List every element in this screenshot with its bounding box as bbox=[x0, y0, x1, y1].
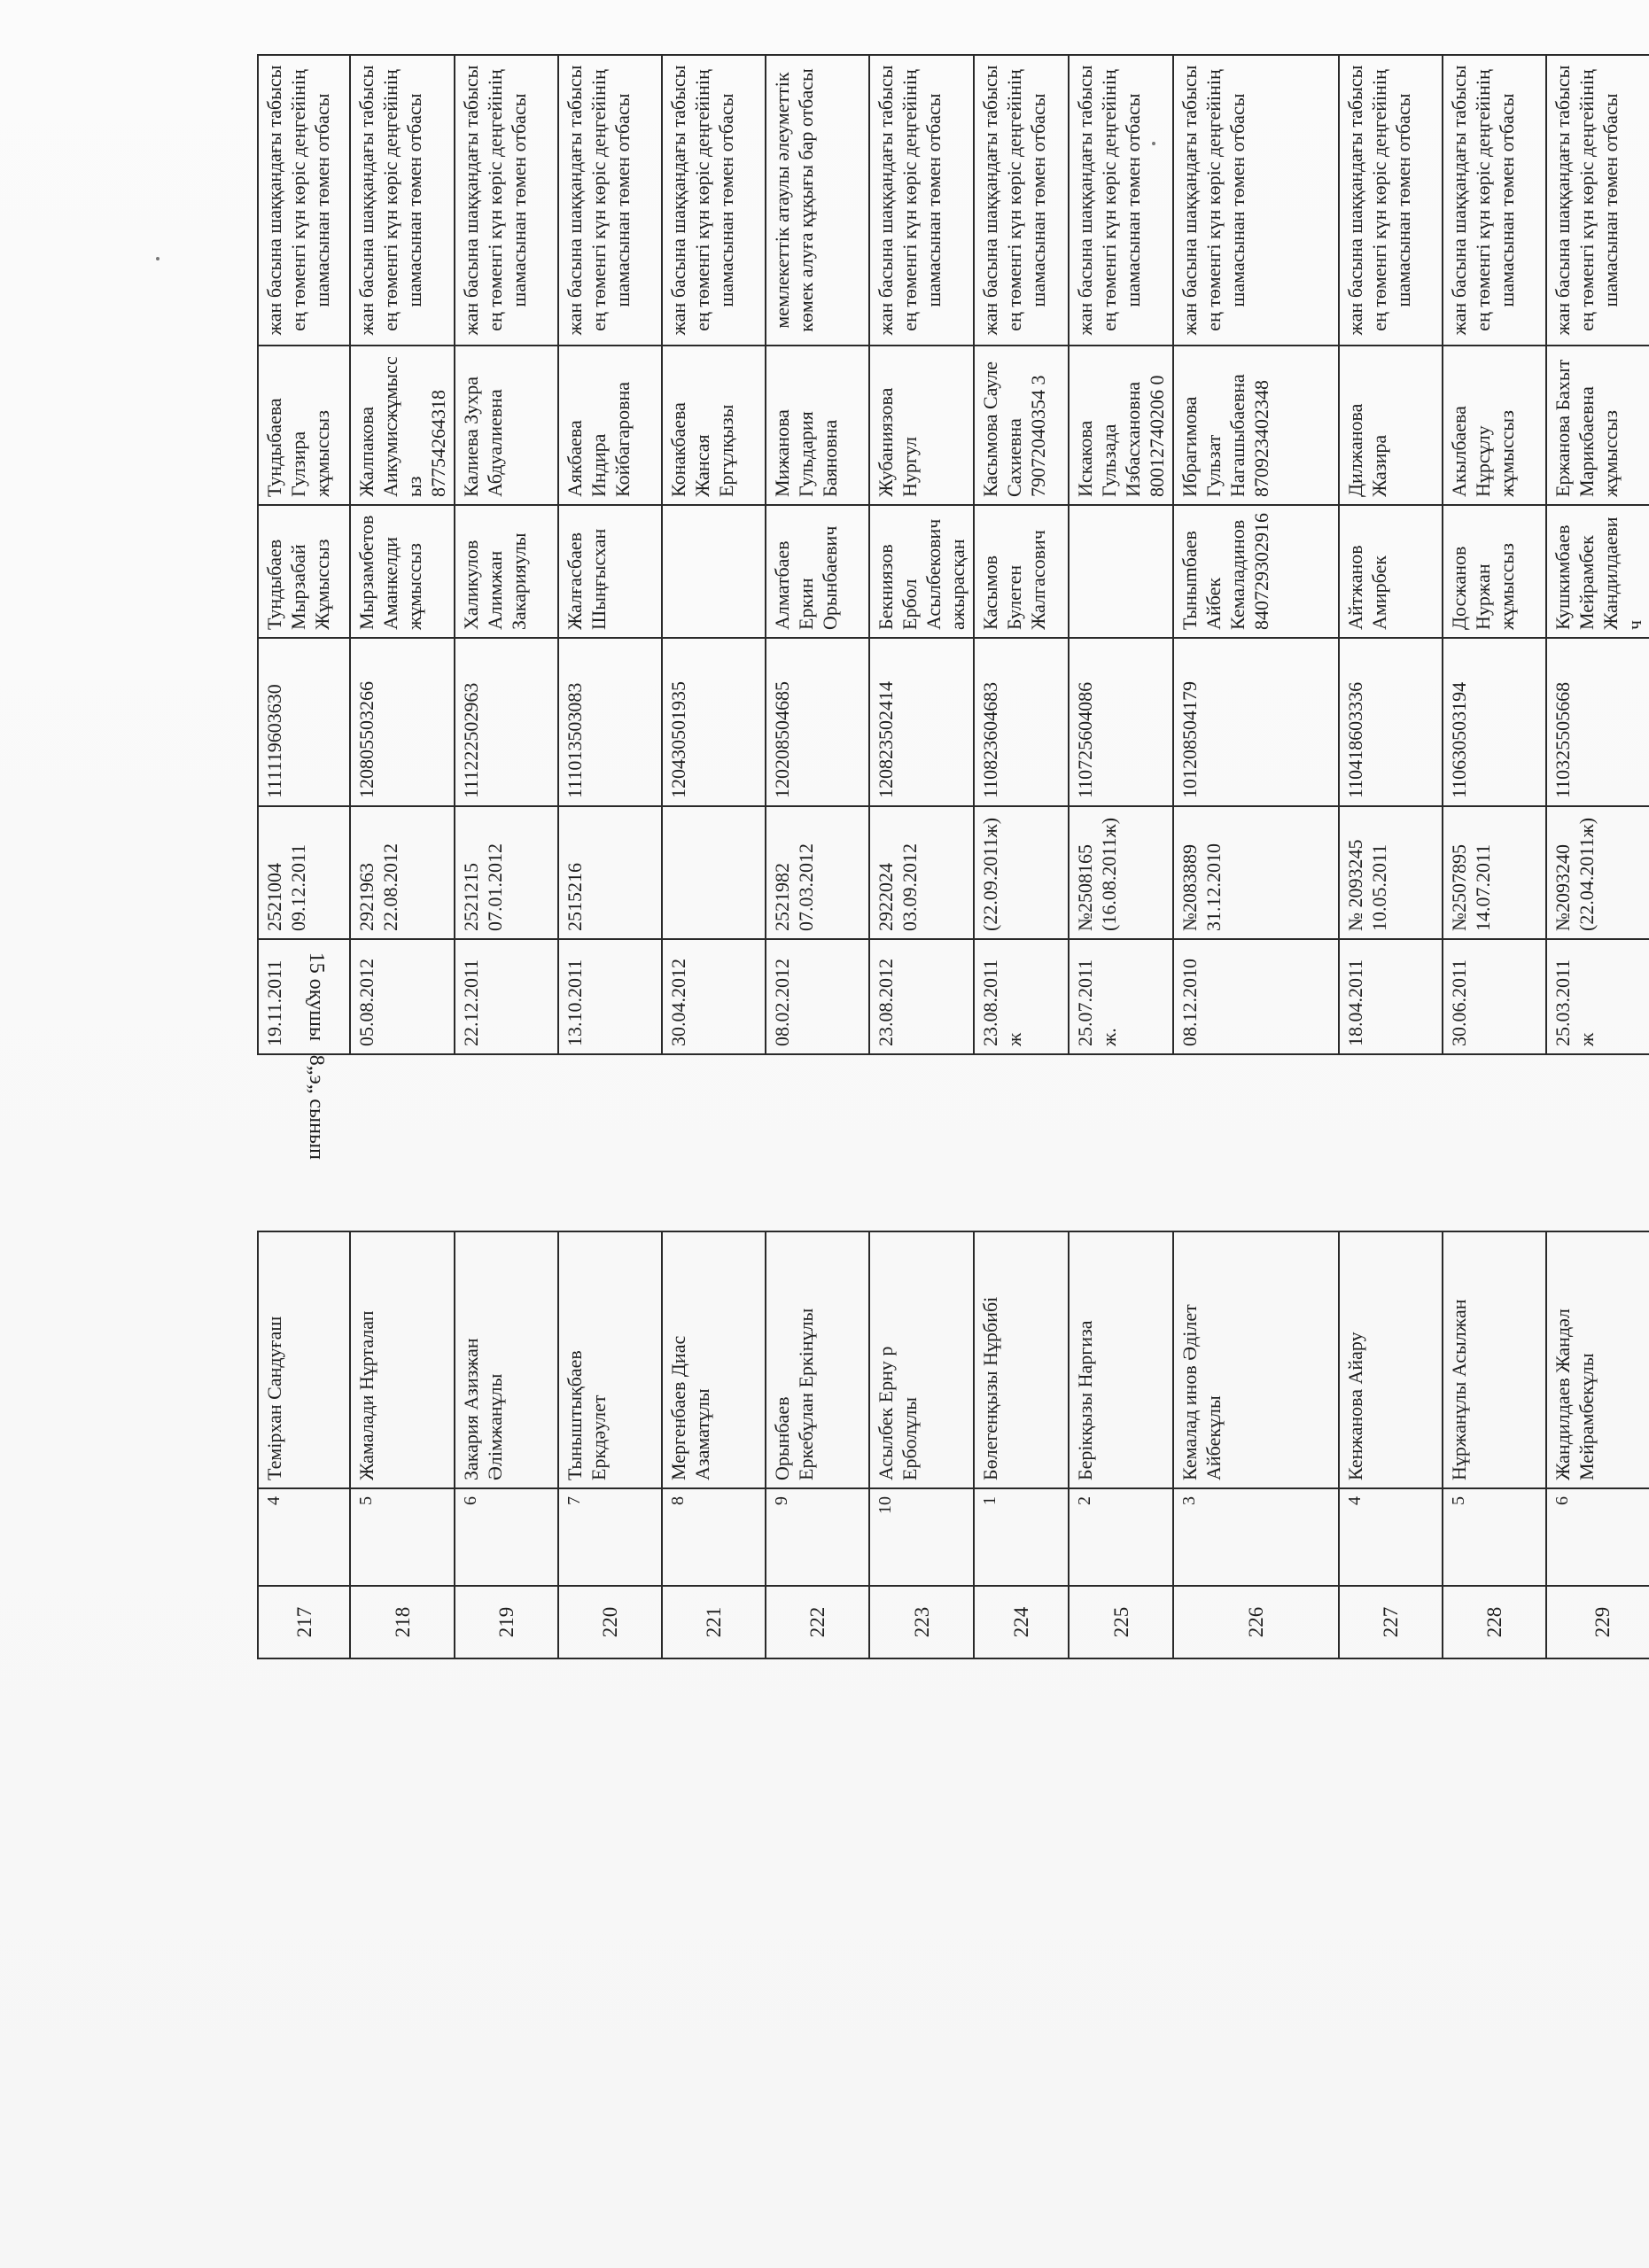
student-name-cell bbox=[350, 1231, 455, 1488]
mother-text: Мижанова Гульдария Баяновна bbox=[771, 409, 841, 497]
class-index-cell bbox=[869, 1488, 974, 1586]
student-name-cell bbox=[1546, 1231, 1649, 1488]
father-cell bbox=[558, 505, 662, 638]
iin-text: 111119603630 bbox=[263, 684, 285, 798]
certificate-text: 2515216 bbox=[564, 863, 586, 931]
row-number-text: 220 bbox=[599, 1606, 621, 1638]
mother-cell bbox=[974, 346, 1069, 505]
birth-date-cell bbox=[1173, 939, 1339, 1054]
family-status-cell bbox=[974, 55, 1069, 346]
mother-text: Аякбаева Индира Койбагаровна bbox=[564, 381, 634, 497]
row-number-text: 226 bbox=[1245, 1606, 1267, 1638]
father-text: Мырзамбетов Аманкелди жұмыссыз bbox=[355, 515, 425, 630]
birth-date-cell bbox=[455, 939, 558, 1054]
father-cell bbox=[350, 505, 455, 638]
birth-date-cell bbox=[1546, 939, 1649, 1054]
mother-cell bbox=[1173, 346, 1339, 505]
mother-cell bbox=[1546, 346, 1649, 505]
family-status-text: жан басына шаққандағы табысы ең төменгі күн көріс деңгейінің шамасынан төмен отбасы bbox=[667, 65, 737, 336]
certificate-cell bbox=[1173, 806, 1339, 939]
mother-cell bbox=[558, 346, 662, 505]
student-name-cell bbox=[869, 1231, 974, 1488]
certificate-text: №2093240 (22.04.2011ж) bbox=[1552, 817, 1598, 931]
mother-text: Ибрагимова Гульзат Нагашыбаевна 870923402348 bbox=[1178, 374, 1272, 497]
student-name-cell bbox=[1069, 1231, 1173, 1488]
row-number-text: 223 bbox=[910, 1606, 933, 1638]
certificate-cell bbox=[766, 806, 869, 939]
class-index-text: 8 bbox=[668, 1496, 688, 1505]
certificate-text: 2521215 07.01.2012 bbox=[460, 843, 506, 931]
certificate-cell bbox=[350, 806, 455, 939]
iin-cell bbox=[258, 638, 350, 806]
birth-date-cell bbox=[1339, 939, 1443, 1054]
iin-cell bbox=[766, 638, 869, 806]
row-number-cell bbox=[662, 1586, 766, 1658]
family-status-text: жан басына шаққандағы табысы ең төменгі күн көріс деңгейінің шамасынан төмен отбасы bbox=[1344, 65, 1414, 336]
father-text: Халикулов Алимжан Закарияулы bbox=[460, 532, 530, 630]
certificate-cell bbox=[1069, 806, 1173, 939]
family-status-text: жан басына шаққандағы табысы ең төменгі күн көріс деңгейінің шамасынан төмен отбасы bbox=[1074, 65, 1144, 336]
class-index-text: 2 bbox=[1075, 1496, 1094, 1505]
iin-text: 110725604086 bbox=[1074, 681, 1096, 798]
row-number-cell bbox=[1173, 1586, 1339, 1658]
birth-date-cell bbox=[350, 939, 455, 1054]
birth-date-cell bbox=[869, 939, 974, 1054]
student-name-text: Тыныштықбаев Еркдәулет bbox=[564, 1350, 610, 1480]
row-number-text: 219 bbox=[495, 1606, 517, 1638]
school-count-label: 15 оқушы bbox=[305, 951, 328, 1041]
iin-cell bbox=[662, 638, 766, 806]
birth-date-text: 13.10.2011 bbox=[564, 959, 586, 1046]
family-status-cell bbox=[869, 55, 974, 346]
class-index-text: 10 bbox=[875, 1496, 895, 1514]
student-name-text: Нұржанұлы Асылжан bbox=[1448, 1299, 1470, 1480]
class-index-cell bbox=[766, 1488, 869, 1586]
row-number-cell bbox=[350, 1586, 455, 1658]
student-name-text: Мергенбаев Диас Азаматұлы bbox=[667, 1335, 713, 1480]
student-name-cell bbox=[558, 1231, 662, 1488]
mother-cell bbox=[455, 346, 558, 505]
row-number-text: 218 bbox=[391, 1606, 414, 1638]
row-number-cell bbox=[1546, 1586, 1649, 1658]
iin-text: 110418603336 bbox=[1344, 681, 1366, 798]
table-row bbox=[350, 55, 455, 1658]
class-index-cell bbox=[974, 1488, 1069, 1586]
student-name-text: Кенжанова Айару bbox=[1344, 1332, 1366, 1480]
father-text: Жалғасбаев Шыңғысхан bbox=[564, 528, 610, 630]
family-status-text: жан басына шаққандағы табысы ең төменгі күн көріс деңгейінің шамасынан төмен отбасы bbox=[263, 65, 333, 336]
mother-text: Искакова Гульзада Избасхановна 80012740206 0 bbox=[1074, 375, 1168, 497]
father-cell bbox=[1339, 505, 1443, 638]
family-status-text: жан басына шаққандағы табысы ең төменгі күн көріс деңгейінің шамасынан төмен отбасы bbox=[979, 65, 1049, 336]
class-index-text: 7 bbox=[564, 1496, 584, 1505]
father-text: Тундыбаев Мырзабай Жұмыссыз bbox=[263, 539, 333, 630]
father-cell bbox=[974, 505, 1069, 638]
row-number-cell bbox=[258, 1586, 350, 1658]
certificate-cell bbox=[258, 806, 350, 939]
student-name-text: Берікқызы Наргиза bbox=[1074, 1320, 1096, 1480]
mother-text: Касымова Сауле Сахиевна 79072040354 3 bbox=[979, 361, 1049, 497]
student-name-text: Темірхан Сандуғаш bbox=[263, 1316, 285, 1480]
class-index-text: 3 bbox=[1179, 1496, 1199, 1505]
birth-date-text: 18.04.2011 bbox=[1344, 959, 1366, 1046]
family-status-text: жан басына шаққандағы табысы ең төменгі күн көріс деңгейінің шамасынан төмен отбасы bbox=[1448, 65, 1518, 336]
iin-cell bbox=[869, 638, 974, 806]
class-index-text: 1 bbox=[980, 1496, 1000, 1505]
family-status-cell bbox=[1546, 55, 1649, 346]
birth-date-text: 19.11.2011 bbox=[263, 959, 285, 1046]
birth-date-cell bbox=[974, 939, 1069, 1054]
birth-date-cell bbox=[766, 939, 869, 1054]
table-row bbox=[869, 55, 974, 1658]
certificate-text: №2507895 14.07.2011 bbox=[1448, 843, 1494, 931]
family-status-text: жан басына шаққандағы табысы ең төменгі күн көріс деңгейінің шамасынан төмен отбасы bbox=[1178, 65, 1248, 336]
rotated-table-sheet bbox=[257, 65, 1645, 1659]
certificate-text: 2521982 07.03.2012 bbox=[771, 843, 817, 931]
iin-text: 110325505668 bbox=[1552, 681, 1574, 798]
class-index-text: 4 bbox=[264, 1496, 284, 1505]
birth-date-text: 22.12.2011 bbox=[460, 959, 482, 1046]
birth-date-cell bbox=[662, 939, 766, 1054]
certificate-text: 2922024 03.09.2012 bbox=[875, 843, 921, 931]
student-list-table bbox=[257, 54, 1649, 1659]
student-name-cell bbox=[455, 1231, 558, 1488]
birth-date-cell bbox=[1069, 939, 1173, 1054]
mother-cell bbox=[258, 346, 350, 505]
class-index-cell bbox=[1443, 1488, 1546, 1586]
certificate-cell bbox=[974, 806, 1069, 939]
table-row bbox=[258, 55, 350, 1658]
iin-text: 120208504685 bbox=[771, 681, 793, 798]
birth-date-text: 30.04.2012 bbox=[667, 959, 689, 1046]
class-index-text: 4 bbox=[1345, 1496, 1365, 1505]
birth-date-text: 08.02.2012 bbox=[771, 959, 793, 1046]
iin-cell bbox=[455, 638, 558, 806]
family-status-cell bbox=[1443, 55, 1546, 346]
student-name-text: Закария Азизжан Әлімжанұлы bbox=[460, 1338, 506, 1480]
family-status-text: жан басына шаққандағы табысы ең төменгі күн көріс деңгейінің шамасынан төмен отбасы bbox=[875, 65, 945, 336]
iin-cell bbox=[558, 638, 662, 806]
birth-date-text: 23.08.2011ж bbox=[979, 959, 1025, 1046]
iin-cell bbox=[350, 638, 455, 806]
mother-text: Ержанова Бахыт Марикбаевна жұмыссыз bbox=[1552, 359, 1622, 497]
iin-text: 110823604683 bbox=[979, 681, 1001, 798]
row-number-text: 228 bbox=[1483, 1606, 1505, 1638]
family-status-cell bbox=[455, 55, 558, 346]
table-body bbox=[258, 55, 1649, 1658]
row-number-text: 225 bbox=[1109, 1606, 1132, 1638]
birth-date-text: 25.07.2011ж. bbox=[1074, 959, 1120, 1046]
mother-text: Жалпакова Аикумисжұмыссыз 87754264318 bbox=[355, 356, 449, 497]
family-status-text: жан басына шаққандағы табысы ең төменгі күн көріс деңгейінің шамасынан төмен отбасы bbox=[460, 65, 530, 336]
row-number-text: 222 bbox=[806, 1606, 828, 1638]
student-name-text: Бөлегенқызы Нұрбибі bbox=[979, 1296, 1001, 1480]
iin-cell bbox=[1339, 638, 1443, 806]
mother-cell bbox=[1069, 346, 1173, 505]
father-cell bbox=[1173, 505, 1339, 638]
certificate-cell bbox=[1546, 806, 1649, 939]
certificate-cell bbox=[662, 806, 766, 939]
birth-date-text: 25.03.2011ж bbox=[1552, 959, 1598, 1046]
class-index-cell bbox=[1069, 1488, 1173, 1586]
iin-cell bbox=[1546, 638, 1649, 806]
father-text: Бекниязов Ербол Асылбекович ажырасқан bbox=[875, 518, 968, 630]
student-name-text: Жандилдаев Жандәл Мейрамбекұлы bbox=[1552, 1309, 1598, 1480]
student-name-cell bbox=[1339, 1231, 1443, 1488]
mother-cell bbox=[766, 346, 869, 505]
class-index-cell bbox=[1173, 1488, 1339, 1586]
table-row bbox=[766, 55, 869, 1658]
father-text: Тыныmбаев Айбек Кемаладинов 840729302916 bbox=[1178, 513, 1272, 630]
iin-text: 110630503194 bbox=[1448, 681, 1470, 798]
certificate-text: № 2093245 10.05.2011 bbox=[1344, 839, 1390, 931]
father-cell bbox=[766, 505, 869, 638]
row-number-text: 224 bbox=[1010, 1606, 1032, 1638]
row-number-cell bbox=[974, 1586, 1069, 1658]
class-label: 8„э„ сынып bbox=[305, 1054, 328, 1160]
student-name-cell bbox=[974, 1231, 1069, 1488]
father-cell bbox=[662, 505, 766, 638]
student-name-cell bbox=[258, 1231, 350, 1488]
student-name-text: Кемалад инов Әділет Айбекұлы bbox=[1178, 1304, 1225, 1480]
father-text: Айтжанов Амирбек bbox=[1344, 545, 1390, 630]
row-number-text: 227 bbox=[1380, 1606, 1402, 1638]
certificate-cell bbox=[1339, 806, 1443, 939]
table-row bbox=[1443, 55, 1546, 1658]
father-cell bbox=[455, 505, 558, 638]
mother-text: Дилжанова Жазира bbox=[1344, 403, 1390, 497]
iin-cell bbox=[1069, 638, 1173, 806]
father-cell bbox=[1069, 505, 1173, 638]
row-number-cell bbox=[869, 1586, 974, 1658]
student-name-text: Орынбаев Еркебұлан Еркінұлы bbox=[771, 1308, 817, 1480]
iin-cell bbox=[1173, 638, 1339, 806]
scan-speck bbox=[156, 257, 159, 260]
mother-cell bbox=[1339, 346, 1443, 505]
student-name-cell bbox=[1173, 1231, 1339, 1488]
family-status-text: жан басына шаққандағы табысы ең төменгі күн көріс деңгейінің шамасынан төмен отбасы bbox=[355, 65, 425, 336]
family-status-text: мемлекеттік атаулы әлеуметтік көмек алуға құқығы бар отбасы bbox=[771, 68, 817, 332]
certificate-cell bbox=[558, 806, 662, 939]
student-name-text: Асылбек Ерну р Ерболұлы bbox=[875, 1346, 921, 1480]
family-status-text: жан басына шаққандағы табысы ең төменгі күн көріс деңгейінің шамасынан төмен отбасы bbox=[1552, 65, 1622, 336]
family-status-text: жан басына шаққандағы табысы ең төменгі күн көріс деңгейінің шамасынан төмен отбасы bbox=[564, 65, 634, 336]
iin-text: 120805503266 bbox=[355, 681, 377, 798]
mother-cell bbox=[350, 346, 455, 505]
row-number-cell bbox=[766, 1586, 869, 1658]
iin-cell bbox=[1443, 638, 1546, 806]
row-number-cell bbox=[455, 1586, 558, 1658]
certificate-text: 2521004 09.12.2011 bbox=[263, 843, 309, 931]
father-cell bbox=[869, 505, 974, 638]
class-index-cell bbox=[558, 1488, 662, 1586]
certificate-cell bbox=[455, 806, 558, 939]
family-status-cell bbox=[258, 55, 350, 346]
certificate-cell bbox=[869, 806, 974, 939]
table-row bbox=[558, 55, 662, 1658]
row-number-cell bbox=[1443, 1586, 1546, 1658]
father-cell bbox=[258, 505, 350, 638]
table-row bbox=[455, 55, 558, 1658]
certificate-text: №2083889 31.12.2010 bbox=[1178, 843, 1225, 931]
father-cell bbox=[1443, 505, 1546, 638]
birth-date-cell bbox=[558, 939, 662, 1054]
birth-date-text: 30.06.2011 bbox=[1448, 959, 1470, 1046]
father-cell bbox=[1546, 505, 1649, 638]
family-status-cell bbox=[558, 55, 662, 346]
student-name-cell bbox=[766, 1231, 869, 1488]
row-number-text: 217 bbox=[292, 1606, 315, 1638]
class-index-text: 5 bbox=[356, 1496, 376, 1505]
mother-cell bbox=[1443, 346, 1546, 505]
student-name-cell bbox=[662, 1231, 766, 1488]
father-text: Досжанов Нуржан жұмыссыз bbox=[1448, 543, 1518, 630]
birth-date-text: 05.08.2012 bbox=[355, 959, 377, 1046]
table-row bbox=[1173, 55, 1339, 1658]
family-status-cell bbox=[350, 55, 455, 346]
mother-text: Конакбаева Жансая Ергұлқызы bbox=[667, 402, 737, 497]
class-index-text: 5 bbox=[1449, 1496, 1468, 1505]
birth-date-cell bbox=[1443, 939, 1546, 1054]
father-text: Кушкимбаев Мейрамбек Жандилдаевич bbox=[1552, 517, 1645, 630]
certificate-text: 2921963 22.08.2012 bbox=[355, 843, 401, 931]
father-text: Касымов Булеген Жалгасович bbox=[979, 530, 1049, 630]
class-index-cell bbox=[662, 1488, 766, 1586]
birth-date-text: 23.08.2012 bbox=[875, 959, 897, 1046]
class-index-cell bbox=[455, 1488, 558, 1586]
mother-text: Акылбаева Нұрсұлу жұмыссыз bbox=[1448, 406, 1518, 497]
table-row bbox=[1546, 55, 1649, 1658]
student-name-text: Жамалади Нұрталап bbox=[355, 1310, 377, 1480]
family-status-cell bbox=[1173, 55, 1339, 346]
certificate-text: (22.09.2011ж) bbox=[979, 817, 1001, 931]
class-index-cell bbox=[258, 1488, 350, 1586]
row-number-text: 229 bbox=[1591, 1606, 1614, 1638]
iin-text: 111013503083 bbox=[564, 682, 586, 798]
mother-text: Калиева Зухра Абдуалиевна bbox=[460, 376, 506, 497]
certificate-text: №2508165 (16.08.2011ж) bbox=[1074, 817, 1120, 931]
row-number-text: 221 bbox=[703, 1606, 725, 1638]
row-number-cell bbox=[1339, 1586, 1443, 1658]
mother-text: Тундыбаева Гулзира жұмыссыз bbox=[263, 398, 333, 497]
iin-text: 101208504179 bbox=[1178, 681, 1201, 798]
class-index-text: 9 bbox=[772, 1496, 791, 1505]
class-index-cell bbox=[1339, 1488, 1443, 1586]
table-row bbox=[974, 55, 1069, 1658]
family-status-cell bbox=[662, 55, 766, 346]
class-index-cell bbox=[350, 1488, 455, 1586]
student-name-cell bbox=[1443, 1231, 1546, 1488]
family-status-cell bbox=[1069, 55, 1173, 346]
class-index-text: 6 bbox=[461, 1496, 480, 1505]
iin-text: 120430501935 bbox=[667, 681, 689, 798]
family-status-cell bbox=[1339, 55, 1443, 346]
row-number-cell bbox=[1069, 1586, 1173, 1658]
class-index-text: 6 bbox=[1552, 1496, 1572, 1505]
table-row bbox=[662, 55, 766, 1658]
mother-text: Жубаниязова Нургул bbox=[875, 387, 921, 497]
mother-cell bbox=[869, 346, 974, 505]
class-index-cell bbox=[1546, 1488, 1649, 1586]
certificate-cell bbox=[1443, 806, 1546, 939]
row-number-cell bbox=[558, 1586, 662, 1658]
iin-text: 120823502414 bbox=[875, 681, 897, 798]
mother-cell bbox=[662, 346, 766, 505]
family-status-cell bbox=[766, 55, 869, 346]
iin-cell bbox=[974, 638, 1069, 806]
table-row bbox=[1339, 55, 1443, 1658]
iin-text: 111222502963 bbox=[460, 682, 482, 798]
birth-date-text: 08.12.2010 bbox=[1178, 959, 1201, 1046]
father-text: Алматбаев Еркин Орынбаевич bbox=[771, 525, 841, 630]
table-row bbox=[1069, 55, 1173, 1658]
